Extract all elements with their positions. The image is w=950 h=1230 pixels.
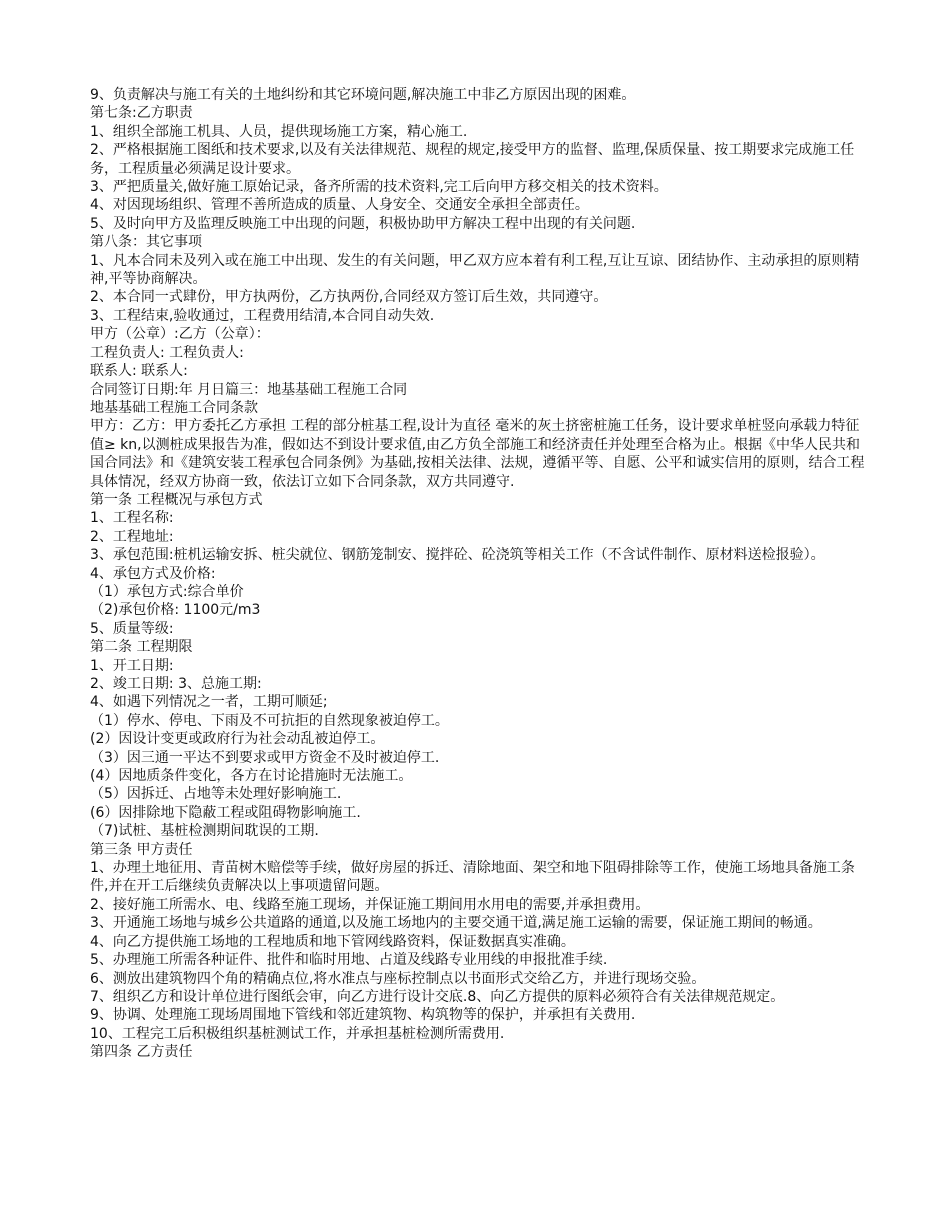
text-line: (6）因排除地下隐蔽工程或阻碍物影响施工. — [90, 804, 361, 821]
text-line: (4）因地质条件变化，各方在讨论措施时无法施工。 — [90, 768, 413, 785]
text-line: 5、质量等级: — [90, 620, 174, 637]
text-line: 6、测放出建筑物四个角的精确点位,将水准点与座标控制点以书面形式交给乙方，并进行现场交验。 — [90, 970, 706, 987]
section-heading: 第二条 工程期限 — [90, 639, 193, 656]
signature-line: 工程负责人: 工程负责人: — [90, 344, 244, 361]
text-line: （1）承包方式:综合单价 — [90, 583, 244, 600]
text-line: 3、开通施工场地与城乡公共道路的通道,以及施工场地内的主要交通干道,满足施工运输的需要，保证施工期间的畅通。 — [90, 915, 822, 932]
text-line: 2、工程地址: — [90, 528, 174, 545]
text-line: 10、工程完工后积极组织基桩测试工作，并承担基桩检测所需费用. — [90, 1025, 505, 1042]
text-line: 1、工程名称: — [90, 510, 174, 527]
text-line: 1、凡本合同未及列入或在施工中出现、发生的有关问题，甲乙双方应本着有利工程,互让互谅、团结协作、主动承担的原则精神,平等协商解决。 — [90, 252, 860, 288]
section-heading: 第七条:乙方职责 — [90, 105, 193, 122]
text-line: 1、组织全部施工机具、人员，提供现场施工方案，精心施工. — [90, 123, 468, 140]
text-line: 7、组织乙方和设计单位进行图纸会审，向乙方进行设计交底.8、向乙方提供的原料必须符合有关法律规范规定。 — [90, 988, 785, 1005]
text-line: 9、协调、处理施工现场周围地下管线和邻近建筑物、构筑物等的保护，并承担有关费用. — [90, 1007, 636, 1024]
text-line: 4、承包方式及价格: — [90, 565, 216, 582]
section-heading: 第一条 工程概况与承包方式 — [90, 491, 263, 508]
text-line: 2、接好施工所需水、电、线路至施工现场，并保证施工期间用水用电的需要,并承担费用。 — [90, 896, 650, 913]
section-heading: 第三条 甲方责任 — [90, 841, 193, 858]
signature-line: 合同签订日期:年 月日篇三：地基基础工程施工合同 — [90, 381, 408, 398]
signature-line: 联系人: 联系人: — [90, 363, 188, 380]
text-line: 2、本合同一式肆份，甲方执两份，乙方执两份,合同经双方签订后生效，共同遵守。 — [90, 289, 608, 306]
text-line: 5、办理施工所需各种证件、批件和临时用地、占道及线路专业用线的申报批准手续. — [90, 952, 608, 969]
text-line: 1、办理土地征用、青苗树木赔偿等手续，做好房屋的拆迁、清除地面、架空和地下阻碍排除等工作，使施工场地具备施工条件,并在开工后继续负责解决以上事项遗留问题。 — [90, 860, 855, 895]
text-line: 9、负责解决与施工有关的土地纠纷和其它环境问题,解决施工中非乙方原因出现的困难。 — [90, 87, 636, 103]
text-line: 4、对因现场组织、管理不善所造成的质量、人身安全、交通安全承担全部责任。 — [90, 197, 589, 214]
text-line: （1）停水、停电、下雨及不可抗拒的自然现象被迫停工。 — [90, 712, 449, 729]
contract-text — [90, 86, 870, 1062]
section-heading: 第八条：其它事项 — [90, 234, 202, 251]
text-line: 甲方：乙方：甲方委托乙方承担 工程的部分桩基工程,设计为直径 毫米的灰土挤密桩施工任务，设计要求单桩竖向承载力特征值≥ kn,以测桩成果报告为准，假如达不到设计要求值,由乙方负全部施工和经济责任并处理至合格为止。根据《中华人民共和国合同法》和《建筑安装工程承包合同条例》为基础,按相关法律、法规，遵循平等、自愿、公平和诚实信用的原则，结合工程具体情况，经双方协商一致，依法订立如下合同条款，双方共同遵守. — [90, 418, 865, 490]
text-line: 3、承包范围:桩机运输安拆、桩尖就位、钢筋笼制安、搅拌砼、砼浇筑等相关工作（不含试件制作、原材料送检报验）。 — [90, 547, 825, 564]
text-line: 5、及时向甲方及监理反映施工中出现的问题，积极协助甲方解决工程中出现的有关问题. — [90, 215, 636, 232]
text-line: （5）因拆迁、占地等未处理好影响施工. — [90, 786, 342, 803]
text-line: 3、工程结束,验收通过，工程费用结清,本合同自动失效. — [90, 307, 435, 324]
section-heading: 第四条 乙方责任 — [90, 1044, 193, 1061]
text-line: 2、严格根据施工图纸和技术要求,以及有关法律规范、规程的规定,接受甲方的监督、监理,保质保量、按工期要求完成施工任务，工程质量必须满足设计要求。 — [90, 142, 855, 177]
text-line: （3）因三通一平达不到要求或甲方资金不及时被迫停工. — [90, 749, 440, 766]
text-line: （7)试桩、基桩检测期间耽误的工期. — [90, 823, 319, 840]
document-subtitle: 地基基础工程施工合同条款 — [90, 399, 258, 416]
text-line: （2)承包价格: 1100元/m3 — [90, 602, 261, 619]
text-line: 2、竣工日期: 3、总施工期: — [90, 676, 262, 692]
text-line: 4、如遇下列情况之一者，工期可顺延; — [90, 694, 328, 711]
signature-line: 甲方（公章）:乙方（公章）： — [90, 326, 270, 343]
text-line: (2）因设计变更或政府行为社会动乱被迫停工。 — [90, 731, 385, 748]
text-line: 3、严把质量关,做好施工原始记录，备齐所需的技术资料,完工后向甲方移交相关的技术资料。 — [90, 179, 668, 196]
text-line: 1、开工日期: — [90, 657, 174, 674]
text-line: 4、向乙方提供施工场地的工程地质和地下管网线路资料，保证数据真实准确。 — [90, 933, 575, 950]
